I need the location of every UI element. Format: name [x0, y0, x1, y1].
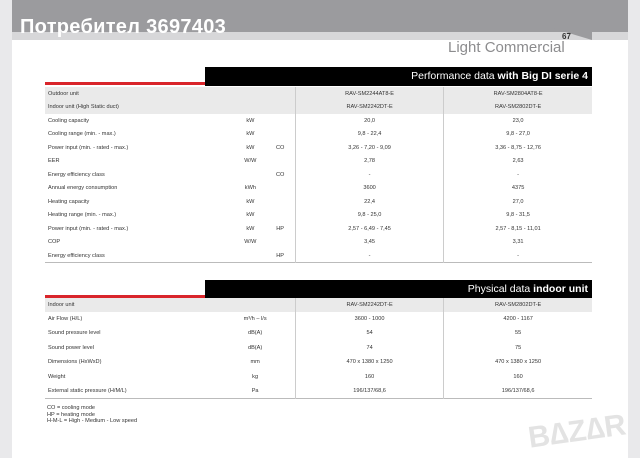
- user-watermark: Потребител 3697403: [20, 16, 227, 38]
- table-row: [45, 236, 592, 250]
- legend-item: CO = cooling mode: [47, 405, 96, 411]
- red-accent: [45, 82, 205, 85]
- table-cell: -: [295, 249, 443, 263]
- table-cell: Sound power level: [48, 344, 95, 351]
- table-cell: 196/137/68,6: [444, 384, 592, 399]
- table-cell: 75: [444, 341, 592, 356]
- table-cell: External static pressure (H/M/L): [48, 388, 127, 394]
- table-cell: mm: [250, 359, 260, 366]
- page-number: 67: [562, 32, 571, 41]
- table-cell: 9,8 - 31,5: [444, 209, 592, 223]
- table-cell: [265, 114, 295, 128]
- table-cell: Indoor unit (High Static duct): [45, 101, 295, 115]
- header-regular: Physical data: [467, 283, 534, 295]
- table-cell: kW: [246, 198, 255, 205]
- table-cell: Power input (min. - rated - max.): [48, 144, 129, 151]
- table-cell: [265, 182, 295, 196]
- table-cell: HP: [276, 252, 285, 259]
- table-cell: 74: [295, 341, 443, 356]
- table-cell: -: [295, 168, 443, 182]
- table-cell: Cooling range (min. - max.): [48, 131, 116, 138]
- table-cell: 9,8 - 25,0: [295, 209, 443, 223]
- table-cell: 23,0: [444, 114, 592, 128]
- table-cell: kW: [246, 225, 255, 232]
- table-cell: kW: [246, 117, 255, 124]
- table-cell: Sound pressure level: [48, 330, 101, 337]
- table-cell: 196/137/68,6: [295, 384, 443, 399]
- table-cell: 2,63: [444, 155, 592, 169]
- table-row: [45, 141, 592, 155]
- table-cell: 9,8 - 22,4: [295, 128, 443, 142]
- table-row: [45, 114, 592, 128]
- table-cell: Annual energy consumption: [48, 185, 118, 192]
- physical-header: [205, 280, 592, 299]
- table-cell: [265, 195, 295, 209]
- table-cell: Energy efficiency class: [48, 252, 105, 259]
- table-cell: 9,8 - 27,0: [444, 128, 592, 142]
- table-cell: RAV-SM2804AT8-E: [444, 87, 592, 101]
- table-cell: Cooling capacity: [48, 117, 90, 124]
- table-cell: -: [444, 168, 592, 182]
- table-cell: Weight: [48, 373, 66, 380]
- table-cell: CO: [275, 171, 285, 178]
- table-cell: Air Flow (H/L): [48, 315, 83, 322]
- table-cell: HP: [276, 225, 285, 232]
- table-row: [45, 384, 592, 399]
- table-row: [45, 312, 592, 327]
- table-cell: 3,36 - 8,75 - 12,76: [444, 141, 592, 155]
- table-row: [45, 182, 592, 196]
- table-cell: Outdoor unit: [45, 87, 295, 101]
- table-cell: EER: [48, 158, 60, 165]
- table-cell: 2,57 - 8,15 - 11,01: [444, 222, 592, 236]
- table-cell: RAV-SM2242DT-E: [295, 101, 443, 115]
- table-row: [45, 249, 592, 263]
- table-row: [45, 370, 592, 385]
- table-cell: 55: [444, 326, 592, 341]
- table-cell: Heating capacity: [48, 198, 90, 205]
- performance-header: [205, 67, 592, 86]
- table-cell: Energy efficiency class: [48, 171, 105, 178]
- brand-title: Light Commercial: [448, 39, 565, 56]
- table-cell: kg: [252, 373, 259, 380]
- table-cell: dB(A): [247, 344, 263, 351]
- table-cell: 160: [295, 370, 443, 385]
- table-row: [45, 195, 592, 209]
- table-cell: Power input (min. - rated - max.): [48, 225, 129, 232]
- header-regular: Performance data: [411, 70, 498, 82]
- table-cell: kWh: [244, 185, 256, 192]
- legend-item: HP = heating mode: [47, 411, 95, 418]
- table-cell: COP: [48, 239, 61, 246]
- table-row: [45, 155, 592, 169]
- table-row: [45, 326, 592, 341]
- table-header-row: [45, 87, 592, 101]
- table-cell: 22,4: [295, 195, 443, 209]
- table-header-row: [45, 101, 592, 115]
- table-cell: kW: [246, 144, 255, 151]
- table-row: [45, 128, 592, 142]
- physical-table: [45, 298, 592, 399]
- table-cell: 3,45: [295, 236, 443, 250]
- table-cell: 3600 - 1000: [295, 312, 443, 327]
- table-cell: 4375: [444, 182, 592, 196]
- table-cell: Dimensions (HxWxD): [48, 359, 102, 366]
- table-cell: -: [444, 249, 592, 263]
- table-cell: [265, 155, 295, 169]
- table-cell: W/W: [244, 239, 257, 246]
- table-cell: 470 x 1380 x 1250: [444, 355, 592, 370]
- table-cell: 160: [444, 370, 592, 385]
- table-cell: RAV-SM2802DT-E: [444, 101, 592, 115]
- performance-table: [45, 87, 592, 263]
- table-cell: 3,31: [444, 236, 592, 250]
- legend-item: H-M-L = High - Medium - Low speed: [47, 418, 138, 424]
- table-header-row: [45, 298, 592, 312]
- table-cell: Indoor unit: [45, 298, 295, 312]
- table-cell: RAV-SM2244AT8-E: [295, 87, 443, 101]
- table-cell: 20,0: [295, 114, 443, 128]
- table-row: [45, 209, 592, 223]
- table-cell: 2,78: [295, 155, 443, 169]
- table-cell: RAV-SM2802DT-E: [444, 298, 592, 312]
- table-cell: [265, 128, 295, 142]
- header-bold: indoor unit: [533, 283, 588, 295]
- table-cell: kW: [246, 212, 255, 219]
- table-cell: [265, 236, 295, 250]
- watermark-logo: B∆Z∆R: [526, 408, 629, 455]
- table-cell: [235, 168, 265, 182]
- table-cell: 3,26 - 7,20 - 9,09: [295, 141, 443, 155]
- table-cell: CO: [275, 144, 285, 151]
- table-cell: [265, 209, 295, 223]
- table-row: [45, 355, 592, 370]
- header-bold: with Big DI serie 4: [497, 70, 588, 82]
- table-cell: [235, 249, 265, 263]
- table-cell: kW: [246, 131, 255, 138]
- legend: [47, 405, 137, 425]
- table-cell: 4200 - 1167: [444, 312, 592, 327]
- table-cell: Pa: [251, 388, 259, 394]
- table-cell: 2,57 - 6,49 - 7,45: [295, 222, 443, 236]
- table-cell: 470 x 1380 x 1250: [295, 355, 443, 370]
- table-cell: dB(A): [247, 330, 263, 337]
- table-row: [45, 222, 592, 236]
- table-cell: W/W: [244, 158, 257, 165]
- table-cell: 27,0: [444, 195, 592, 209]
- table-row: [45, 168, 592, 182]
- table-cell: RAV-SM2242DT-E: [295, 298, 443, 312]
- table-cell: m³/h – l/s: [243, 315, 267, 322]
- table-cell: 3600: [295, 182, 443, 196]
- table-cell: 54: [295, 326, 443, 341]
- table-cell: Heating range (min. - max.): [48, 212, 117, 219]
- table-row: [45, 341, 592, 356]
